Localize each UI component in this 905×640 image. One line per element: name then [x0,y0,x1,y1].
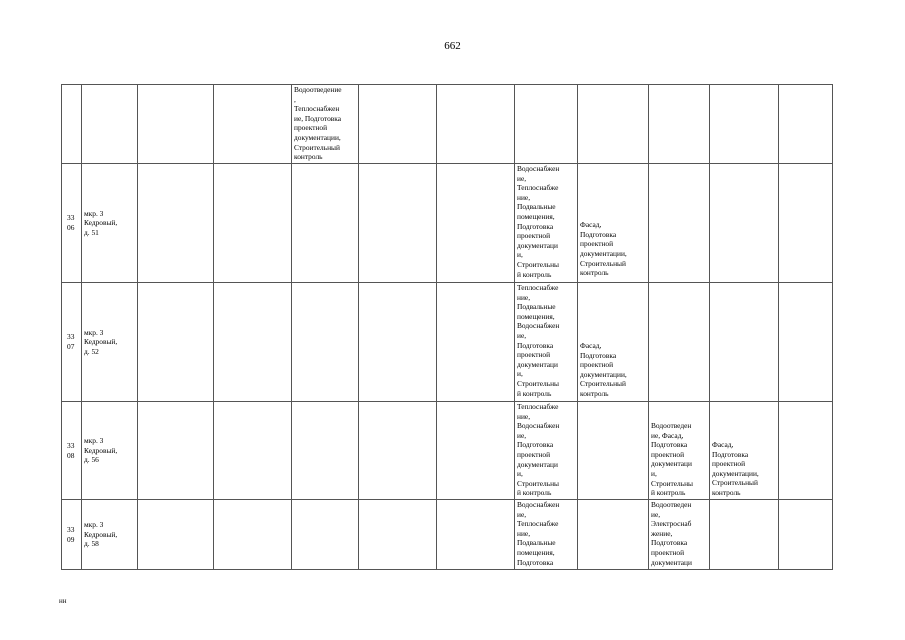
works-cell: Фасад, Подготовка проектной документации, Строительный контроль [710,402,779,500]
table-cell [649,283,710,402]
address-cell: мкр. 3 Кедровый, д. 51 [82,164,138,283]
table-row [62,402,833,500]
works-cell: Теплоснабже ние, Подвальные помещения, Водоснабжен ие, Подготовка проектной документаци и, Строительны й контроль [515,283,578,402]
table-cell [292,164,359,283]
works-cell: Теплоснабже ние, Водоснабжен ие, Подготовка проектной документаци и, Строительны й контроль [515,402,578,500]
address-cell: мкр. 3 Кедровый, д. 58 [82,500,138,570]
table-cell [779,402,833,500]
table-row [62,283,833,402]
table-cell [578,85,649,164]
works-cell: Водоснабжен ие, Теплоснабже ние, Подвальные помещения, Подготовка [515,500,578,570]
table-cell [437,402,515,500]
table-cell [649,85,710,164]
capital-repair-table [61,84,833,570]
table-cell [515,85,578,164]
table-cell [292,402,359,500]
table-cell [359,164,437,283]
table-cell [359,283,437,402]
footer-mark: нн [59,597,67,605]
row-number-cell: 33 08 [62,402,82,500]
table-row [62,164,833,283]
works-cell: Фасад, Подготовка проектной документации, Строительный контроль [578,164,649,283]
table-cell [359,402,437,500]
page-number: 662 [444,40,461,52]
table-cell [710,500,779,570]
table-cell [779,85,833,164]
table-cell [710,85,779,164]
row-number-cell: 33 06 [62,164,82,283]
table-cell [214,85,292,164]
table-cell [779,164,833,283]
table-cell [710,283,779,402]
table-cell [649,164,710,283]
table-cell [359,500,437,570]
table-cell [710,164,779,283]
table-cell [779,283,833,402]
table-cell [214,164,292,283]
table-cell [138,283,214,402]
row-number-cell [62,85,82,164]
table-row [62,500,833,570]
table-cell [138,500,214,570]
table-cell [214,283,292,402]
works-cell: Водоотведение , Теплоснабжен ие, Подготовка проектной документации, Строительный контроль [292,85,359,164]
table-cell [138,402,214,500]
table-cell [359,85,437,164]
row-number-cell: 33 07 [62,283,82,402]
table-cell [138,164,214,283]
table-cell [779,500,833,570]
table-cell [292,500,359,570]
works-cell: Водоотведен ие, Фасад, Подготовка проектной документаци и, Строительны й контроль [649,402,710,500]
table-cell [292,283,359,402]
works-cell: Фасад, Подготовка проектной документации, Строительный контроль [578,283,649,402]
table-cell [214,402,292,500]
row-number-cell: 33 09 [62,500,82,570]
works-cell: Водоотведен ие, Электроснаб жение, Подготовка проектной документаци [649,500,710,570]
table-cell [578,500,649,570]
table-cell [437,283,515,402]
address-cell: мкр. 3 Кедровый, д. 56 [82,402,138,500]
table-cell [437,500,515,570]
works-cell: Водоснабжен ие, Теплоснабже ние, Подвальные помещения, Подготовка проектной документаци и, Строительны й контроль [515,164,578,283]
address-cell: мкр. 3 Кедровый, д. 52 [82,283,138,402]
table-cell [437,164,515,283]
table-row [62,85,833,164]
table-cell [437,85,515,164]
address-cell [82,85,138,164]
table-cell [138,85,214,164]
table-cell [214,500,292,570]
table-cell [578,402,649,500]
